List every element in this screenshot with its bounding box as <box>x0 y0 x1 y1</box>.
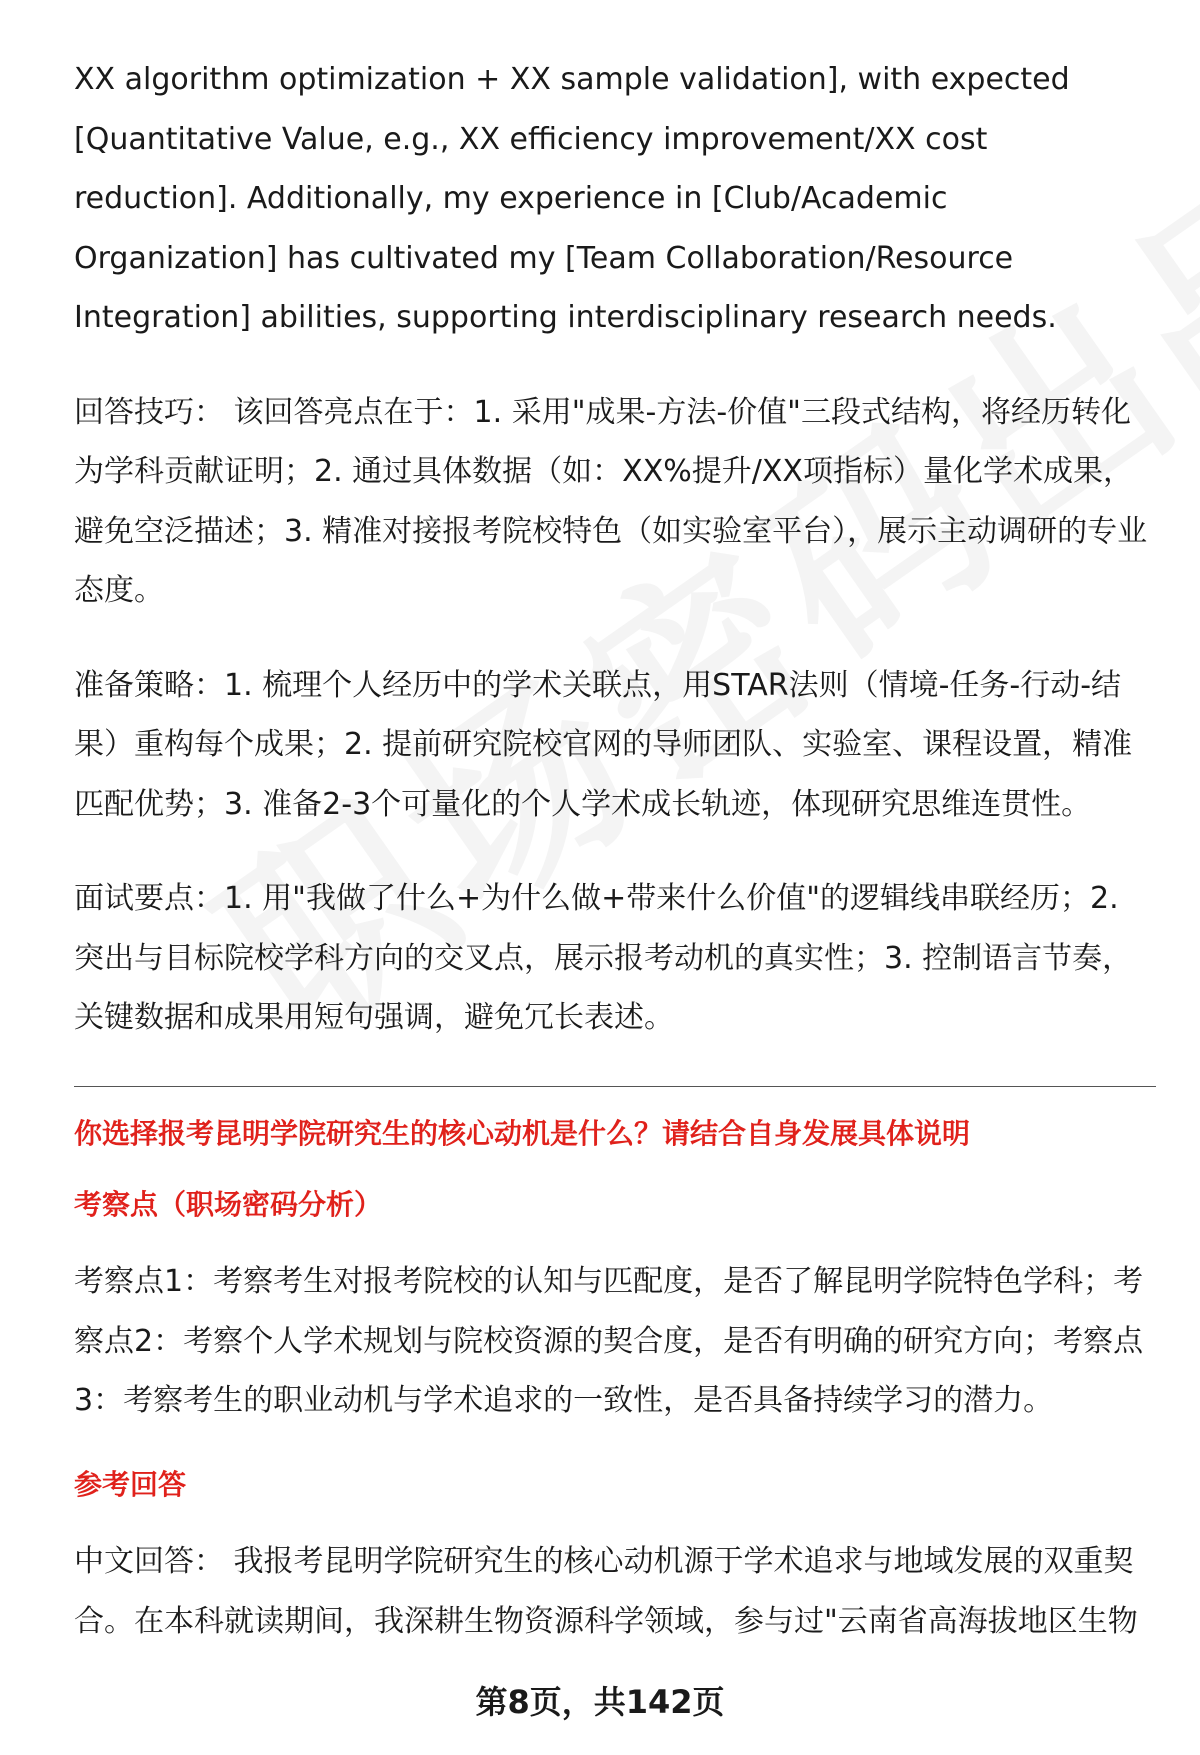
page-body <box>74 50 1154 1083</box>
answer-tips-paragraph: 回答技巧： 该回答亮点在于：1. 采用"成果-方法-价值"三段式结构，将经历转化为学科贡献证明；2. 通过具体数据（如：XX%提升/XX项指标）量化学术成果，避免空泛描述；3. 精准对接报考院校特色（如实验室平台），展示主动调研的专业态度。 <box>74 394 1148 608</box>
exam-points-heading: 考察点（职场密码分析） <box>74 1188 383 1221</box>
reference-answer-heading: 参考回答 <box>74 1468 187 1501</box>
page-number-footer: 第8页，共142页 <box>475 1683 725 1721</box>
section-divider <box>74 1086 1156 1087</box>
question-heading: 你选择报考昆明学院研究生的核心动机是什么？请结合自身发展具体说明 <box>74 1117 971 1150</box>
answer-continuation-paragraph: XX algorithm optimization + XX sample validation], with expected [Quantitative Value, e.g., XX efficiency improvement/XX cost reduction]. Additionally, my experience in [Club/Academic Organization] has cultivated my [Team Collaboration/Resource Integration] abilities, supporting interdisciplinary research needs. <box>74 62 1070 335</box>
reference-answer-paragraph: 中文回答： 我报考昆明学院研究生的核心动机源于学术追求与地域发展的双重契合。在本科就读期间，我深耕生物资源科学领域，参与过"云南省高海拔地区生物 <box>74 1544 1138 1639</box>
exam-points-paragraph: 考察点1：考察考生对报考院校的认知与匹配度，是否了解昆明学院特色学科；考察点2：考察个人学术规划与院校资源的契合度，是否有明确的研究方向；考察点3：考察考生的职业动机与学术追求的一致性，是否具备持续学习的潜力。 <box>74 1264 1144 1418</box>
interview-points-paragraph: 面试要点：1. 用"我做了什么+为什么做+带来什么价值"的逻辑线串联经历；2. 突出与目标院校学科方向的交叉点，展示报考动机的真实性；3. 控制语言节奏，关键数据和成果用短句强调，避免冗长表述。 <box>74 881 1133 1035</box>
preparation-strategy-paragraph: 准备策略：1. 梳理个人经历中的学术关联点，用STAR法则（情境-任务-行动-结果）重构每个成果；2. 提前研究院校官网的导师团队、实验室、课程设置，精准匹配优势；3. 准备2-3个可量化的个人学术成长轨迹，体现研究思维连贯性。 <box>74 667 1133 822</box>
